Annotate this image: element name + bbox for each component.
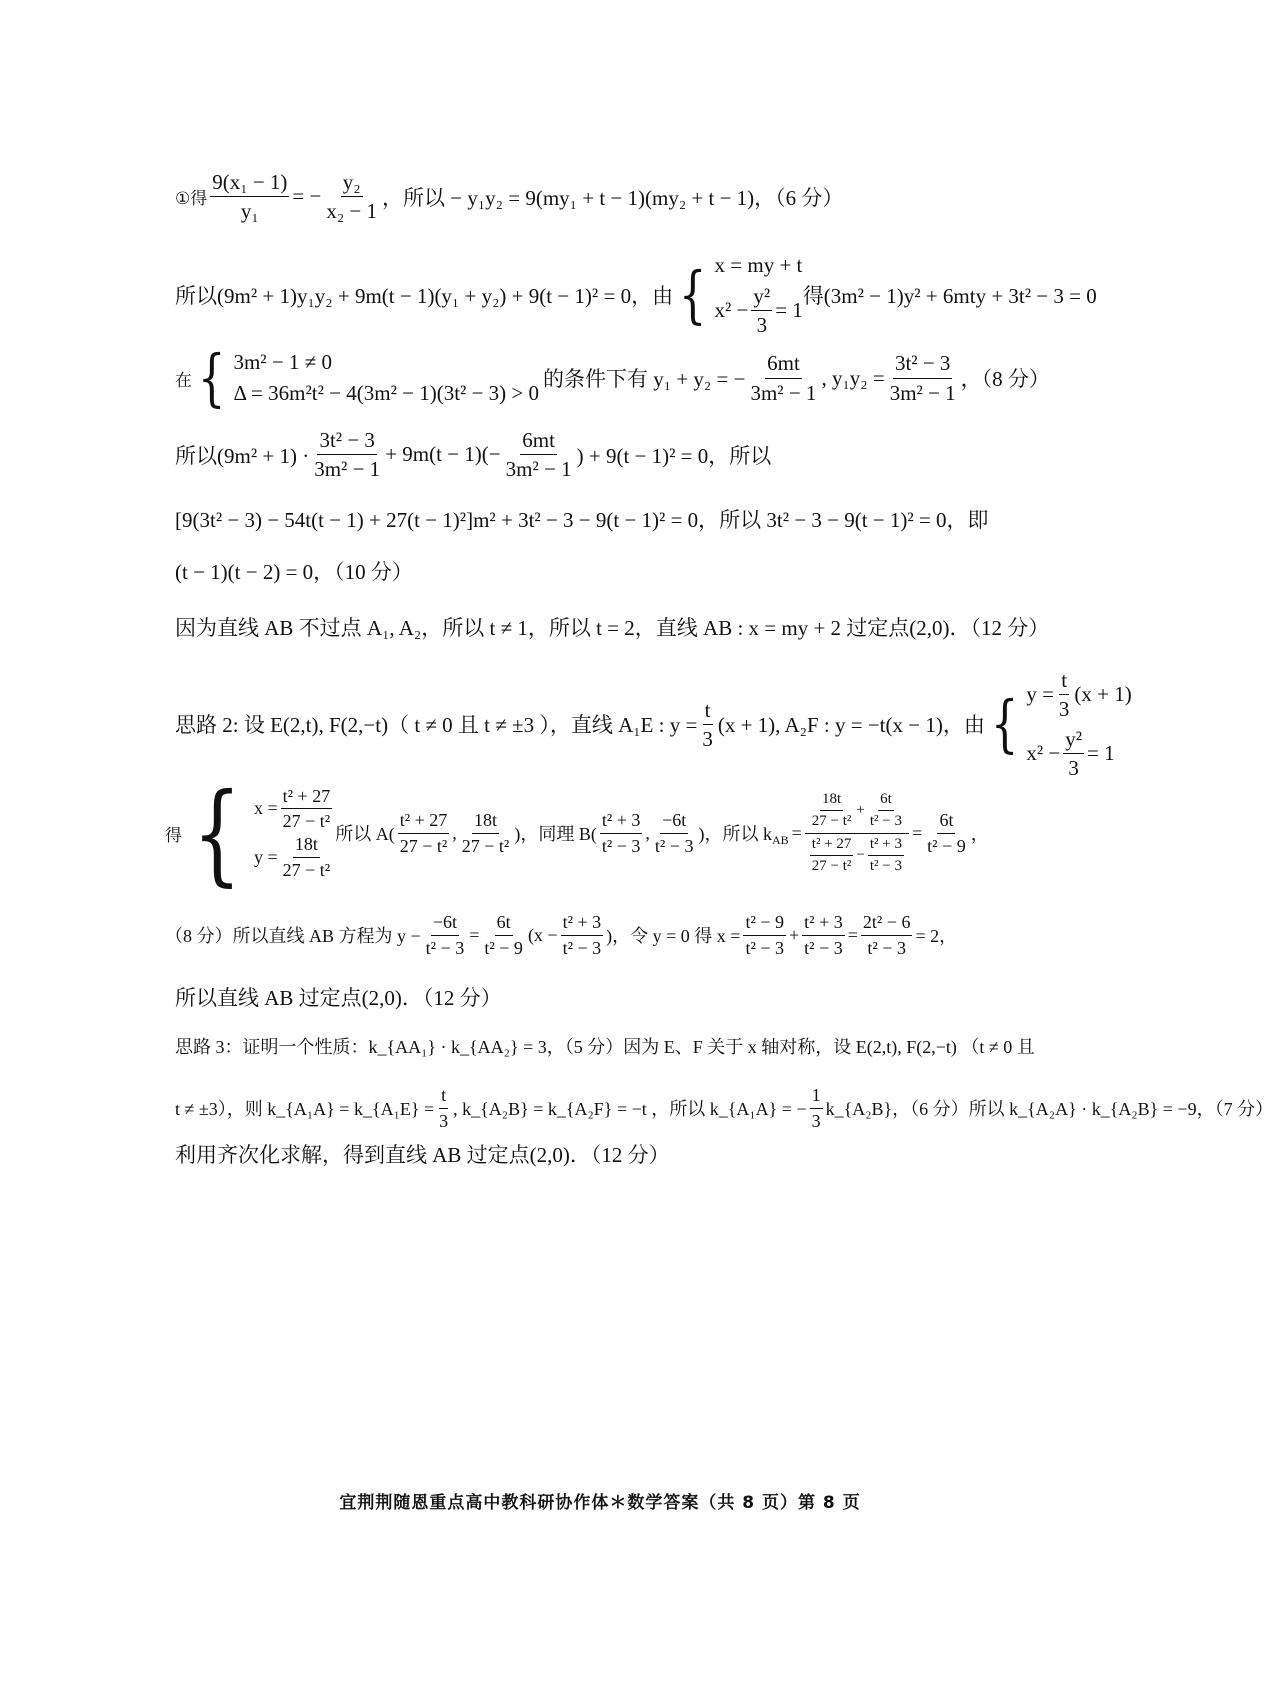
- numerator: −6t: [660, 810, 688, 834]
- math-text: 所以(9m² + 1)y₁y₂ + 9m(t − 1)(y₁ + y₂) + 9(t − 1)² = 0，由: [175, 284, 674, 309]
- denominator: 3m² − 1: [750, 380, 817, 405]
- fraction: [281, 786, 333, 832]
- fraction: [802, 912, 845, 958]
- system-row: 3m² − 1 ≠ 0: [233, 350, 332, 374]
- fraction: [324, 170, 379, 223]
- system-row: [1026, 668, 1131, 721]
- numerator: 3t² − 3: [893, 351, 952, 378]
- equation-system: [985, 668, 1132, 781]
- math-text: (x −: [527, 924, 558, 945]
- numerator: t² + 3: [802, 912, 845, 936]
- denominator: t² − 3: [867, 937, 906, 958]
- denominator: 27 − t²: [282, 859, 331, 880]
- fraction: [743, 912, 786, 958]
- fraction: [437, 1085, 450, 1131]
- math-text: t ≠ ±3），则 k_{A₁A} = k_{A₁E} =: [175, 1099, 435, 1120]
- denominator: [805, 834, 909, 876]
- math-text: 得(3m² − 1)y² + 6mty + 3t² − 3 = 0: [802, 284, 1097, 309]
- math-text: 因为直线 AB 不过点 A₁, A₂，所以 t ≠ 1，所以 t = 2，直线 AB : x = my + 2 过定点(2,0)．（12 分）: [175, 616, 1050, 640]
- subscript: AB: [771, 832, 789, 847]
- math-text: k_{A₂B}，（6 分）所以 k_{A₂A} · k_{A₂B} = −9，（7 分）: [825, 1099, 1273, 1120]
- denominator: t² − 3: [654, 835, 694, 856]
- math-text: + 9m(t − 1)(−: [385, 442, 501, 467]
- fraction: [861, 912, 913, 958]
- denominator: t² − 9: [927, 835, 966, 856]
- math-text: x =: [254, 798, 278, 819]
- math-text: （8 分）所以直线 AB 方程为 y −: [165, 926, 421, 947]
- math-text: )，令 y = 0 得 x =: [606, 926, 741, 947]
- numerator: t² + 27: [398, 810, 450, 834]
- numerator: t: [703, 698, 713, 725]
- numerator: t² + 3: [868, 836, 904, 856]
- fraction: [748, 351, 818, 404]
- numerator: t: [1059, 668, 1069, 695]
- math-text: 所以(9m² + 1) ·: [175, 443, 310, 468]
- fraction: [751, 284, 772, 337]
- numerator: 6mt: [520, 428, 557, 455]
- numerator: 3t² − 3: [317, 428, 376, 455]
- fraction: [210, 170, 289, 223]
- denominator: t² − 3: [804, 937, 843, 958]
- denominator: 3: [1058, 697, 1070, 722]
- system-row: Δ = 36m²t² − 4(3m² − 1)(3t² − 3) > 0: [233, 381, 540, 405]
- left-brace-icon: {: [678, 258, 707, 332]
- line-8: [175, 668, 1132, 781]
- math-text: (x + 1), A₂F : y = −t(x − 1)，由: [717, 713, 985, 738]
- fraction: [600, 810, 643, 856]
- denominator: t² − 3: [745, 937, 785, 958]
- denominator: 3m² − 1: [314, 457, 381, 482]
- denominator: 27 − t²: [399, 835, 448, 856]
- math-text: y =: [254, 846, 278, 867]
- fraction: [700, 698, 715, 751]
- fraction: [810, 791, 854, 831]
- fraction: [810, 836, 854, 876]
- math-text: = 2，: [915, 926, 958, 947]
- math-text: ,: [452, 822, 457, 843]
- math-text: ，: [970, 824, 989, 844]
- numerator: 6t: [495, 912, 513, 936]
- math-text: =: [912, 822, 923, 843]
- fraction: [868, 836, 904, 876]
- denominator: 3: [756, 313, 768, 338]
- equation-system: [192, 341, 540, 414]
- system-row: [1026, 727, 1131, 780]
- math-text: (t − 1)(t − 2) = 0，（10 分）: [175, 560, 413, 584]
- denominator: x₂ − 1: [326, 199, 378, 224]
- denominator: 3: [811, 1110, 821, 1131]
- denominator: 27 − t²: [461, 835, 510, 856]
- text: ①得: [175, 189, 208, 210]
- math-text: =: [791, 822, 802, 843]
- equation-system: [182, 769, 335, 897]
- line-11: [175, 982, 1050, 1012]
- math-text: x² −: [1026, 741, 1061, 766]
- math-text: +: [856, 802, 865, 819]
- fraction: [1063, 727, 1084, 780]
- system-row: [254, 786, 335, 832]
- compound-fraction: [805, 791, 909, 875]
- math-text: = 1: [1087, 741, 1115, 766]
- fraction: [561, 912, 604, 958]
- denominator: 3: [1068, 756, 1079, 781]
- fraction: [1057, 668, 1072, 721]
- line-12: [175, 1033, 1050, 1059]
- denominator: 3: [439, 1110, 449, 1131]
- left-brace-icon: {: [197, 341, 226, 414]
- math-text: =: [847, 924, 858, 945]
- numerator: t² + 3: [561, 912, 604, 936]
- fraction: [482, 912, 525, 958]
- math-text: 利用齐次化求解，得到直线 AB 过定点(2,0)．（12 分）: [175, 1143, 670, 1167]
- math-text: 思路 2: 设 E(2,t), F(2,−t)（ t ≠ 0 且 t ≠ ±3 ），直线 A₁E : y =: [175, 713, 698, 738]
- math-text: ,: [645, 822, 650, 843]
- numerator: 9(x₁ − 1): [210, 170, 289, 197]
- math-text: , y₁y₂ =: [821, 365, 885, 390]
- fraction: [653, 810, 696, 856]
- numerator: 18t: [820, 791, 843, 811]
- denominator: 27 − t²: [282, 811, 331, 832]
- numerator: [805, 791, 909, 834]
- denominator: t² − 3: [869, 857, 903, 874]
- left-brace-icon: {: [990, 687, 1019, 761]
- line-5: [175, 504, 1050, 534]
- numerator: t² − 9: [743, 912, 786, 936]
- math-text: [9(3t² − 3) − 54t(t − 1) + 27(t − 1)²]m² + 3t² − 3 − 9(t − 1)² = 0，所以 3t² − 3 − 9(t − 1)² = 0，即: [175, 508, 989, 532]
- denominator: t² − 9: [484, 937, 523, 958]
- denominator: 27 − t²: [811, 813, 852, 830]
- math-text: ，所以 − y₁y₂ = 9(my₁ + t − 1)(my₂ + t − 1)，（6 分）: [382, 185, 844, 210]
- line-14: [175, 1139, 1050, 1169]
- math-text: 思路 3：证明一个性质：k_{AA₁} · k_{AA₂} = 3，（5 分）因为 E、F 关于 x 轴对称，设 E(2,t), F(2,−t) （t ≠ 0 且: [175, 1037, 1035, 1057]
- numerator: t² + 27: [281, 786, 333, 810]
- denominator: t² − 3: [601, 835, 641, 856]
- numerator: 2t² − 6: [861, 912, 913, 936]
- text: 得: [165, 825, 182, 846]
- math-text: = 1: [775, 298, 803, 323]
- line-1: [175, 170, 1050, 223]
- line-6: [175, 556, 1050, 586]
- fraction: [281, 834, 333, 880]
- denominator: y₁: [240, 199, 259, 224]
- numerator: 6t: [937, 810, 955, 834]
- math-text: ) + 9(t − 1)² = 0，所以: [576, 443, 772, 468]
- fraction: [398, 810, 450, 856]
- math-text: (x + 1): [1074, 682, 1132, 707]
- equation-system: [673, 253, 803, 337]
- line-4: [175, 428, 1050, 481]
- page-footer: 宜荆荆随恩重点高中教科研协作体＊数学答案（共 8 页）第 8 页: [339, 1493, 861, 1513]
- line-7: [175, 612, 1050, 642]
- math-text: = −: [292, 184, 322, 209]
- line-13: [175, 1085, 1273, 1131]
- math-text: 的条件下有 y₁ + y₂ = −: [543, 367, 746, 391]
- text: 在: [175, 370, 192, 391]
- denominator: t² − 3: [869, 813, 903, 830]
- numerator: −6t: [431, 912, 459, 936]
- math-text: 所以 A(: [335, 824, 395, 844]
- math-text: )，所以 k: [698, 824, 772, 844]
- fraction: [504, 428, 574, 481]
- system-row: [254, 834, 335, 880]
- fraction: [888, 351, 958, 404]
- denominator: 3: [702, 726, 713, 751]
- denominator: t² − 3: [425, 937, 465, 958]
- math-text: +: [789, 924, 800, 945]
- numerator: 18t: [472, 810, 499, 834]
- fraction: [925, 810, 968, 856]
- numerator: y²: [1063, 727, 1084, 754]
- math-text: , k_{A₂B} = k_{A₂F} = −t ，所以 k_{A₁A} = −: [453, 1099, 807, 1120]
- left-brace-icon: {: [192, 769, 242, 897]
- line-10: [165, 912, 1050, 958]
- numerator: 6mt: [765, 351, 802, 378]
- numerator: t² + 3: [600, 810, 643, 834]
- fraction: [424, 912, 467, 958]
- denominator: 3m² − 1: [889, 380, 956, 405]
- math-text: −: [856, 846, 865, 863]
- fraction: [312, 428, 382, 481]
- denominator: 3m² − 1: [505, 457, 572, 482]
- system-row: [715, 284, 803, 337]
- numerator: t: [439, 1085, 448, 1109]
- math-text: x² −: [714, 298, 749, 323]
- math-text: 所以直线 AB 过定点(2,0)．（12 分）: [175, 986, 502, 1010]
- numerator: y₂: [341, 170, 363, 197]
- fraction: [460, 810, 512, 856]
- math-text: y =: [1026, 682, 1054, 707]
- math-text: =: [469, 924, 480, 945]
- fraction: [810, 1085, 823, 1131]
- fraction: [868, 791, 904, 831]
- numerator: y²: [751, 284, 772, 311]
- numerator: 18t: [293, 834, 320, 858]
- line-2: [175, 253, 1097, 338]
- math-text: )，同理 B(: [514, 824, 597, 844]
- numerator: 1: [810, 1085, 823, 1109]
- line-3: [175, 341, 1050, 414]
- denominator: t² − 3: [562, 937, 602, 958]
- denominator: 27 − t²: [811, 857, 852, 874]
- numerator: 6t: [878, 791, 894, 811]
- math-text: ，（8 分）: [960, 367, 1050, 391]
- numerator: t² + 27: [810, 836, 854, 856]
- system-row: x = my + t: [714, 253, 803, 277]
- line-9: [165, 769, 1050, 897]
